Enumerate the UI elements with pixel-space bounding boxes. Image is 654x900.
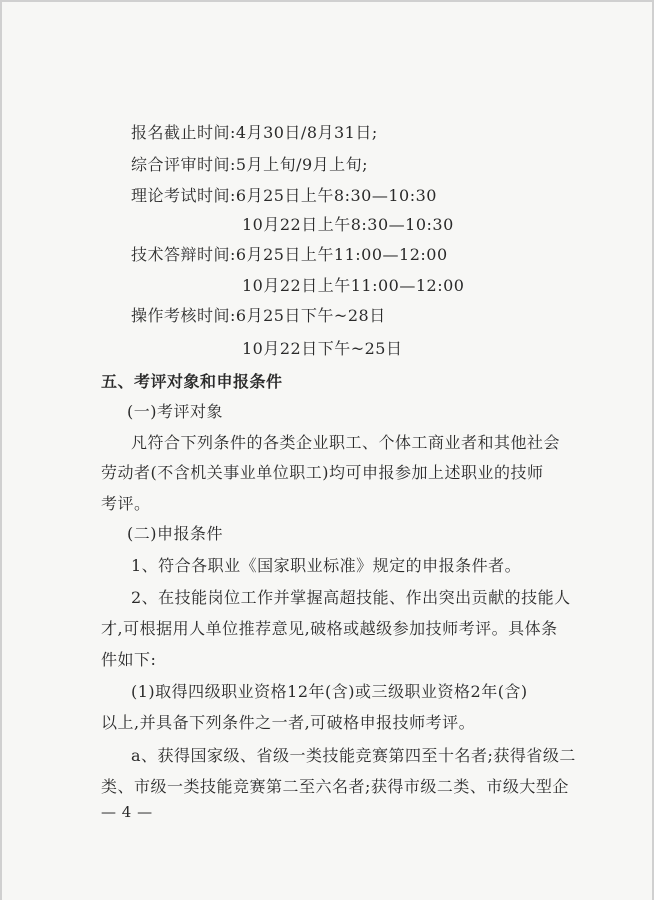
scan-left-edge (0, 0, 2, 900)
scan-top-edge (0, 0, 654, 2)
paragraph-line: 才,可根据用人单位推荐意见,破格或越级参加技师考评。具体条 (101, 619, 558, 638)
paragraph-line: a、获得国家级、省级一类技能竞赛第四至十名者;获得省级二 (131, 746, 576, 765)
schedule-operation-assessment: 操作考核时间:6月25日下午~28日 (131, 306, 386, 325)
subsection-heading-conditions: (二)申报条件 (127, 524, 223, 543)
schedule-technical-defense: 技术答辩时间:6月25日上午11:00—12:00 (131, 245, 448, 264)
paragraph-line: 1、符合各职业《国家职业标准》规定的申报条件者。 (131, 556, 522, 575)
schedule-registration-deadline: 报名截止时间:4月30日/8月31日; (131, 123, 378, 142)
schedule-theory-exam: 理论考试时间:6月25日上午8:30—10:30 (131, 186, 437, 205)
paragraph-line: 以上,并具备下列条件之一者,可破格申报技师考评。 (101, 713, 476, 732)
page-number: — 4 — (101, 803, 153, 821)
paragraph-line: 类、市级一类技能竞赛第二至六名者;获得市级二类、市级大型企 (101, 777, 569, 796)
paragraph-line: 凡符合下列条件的各类企业职工、个体工商业者和其他社会 (131, 433, 561, 452)
paragraph-line: (1)取得四级职业资格12年(含)或三级职业资格2年(含) (131, 682, 528, 701)
paragraph-line: 考评。 (101, 494, 151, 513)
paragraph-line: 劳动者(不含机关事业单位职工)均可申报参加上述职业的技师 (101, 463, 544, 482)
paragraph-line: 件如下: (101, 650, 157, 669)
paragraph-line: 2、在技能岗位工作并掌握高超技能、作出突出贡献的技能人 (131, 588, 571, 607)
schedule-technical-defense-second: 10月22日上午11:00—12:00 (242, 276, 465, 295)
schedule-comprehensive-review: 综合评审时间:5月上旬/9月上旬; (131, 155, 369, 174)
schedule-theory-exam-second: 10月22日上午8:30—10:30 (242, 215, 454, 234)
subsection-heading-targets: (一)考评对象 (127, 402, 223, 421)
section-heading: 五、考评对象和申报条件 (101, 372, 283, 391)
schedule-operation-assessment-second: 10月22日下午~25日 (242, 339, 403, 358)
